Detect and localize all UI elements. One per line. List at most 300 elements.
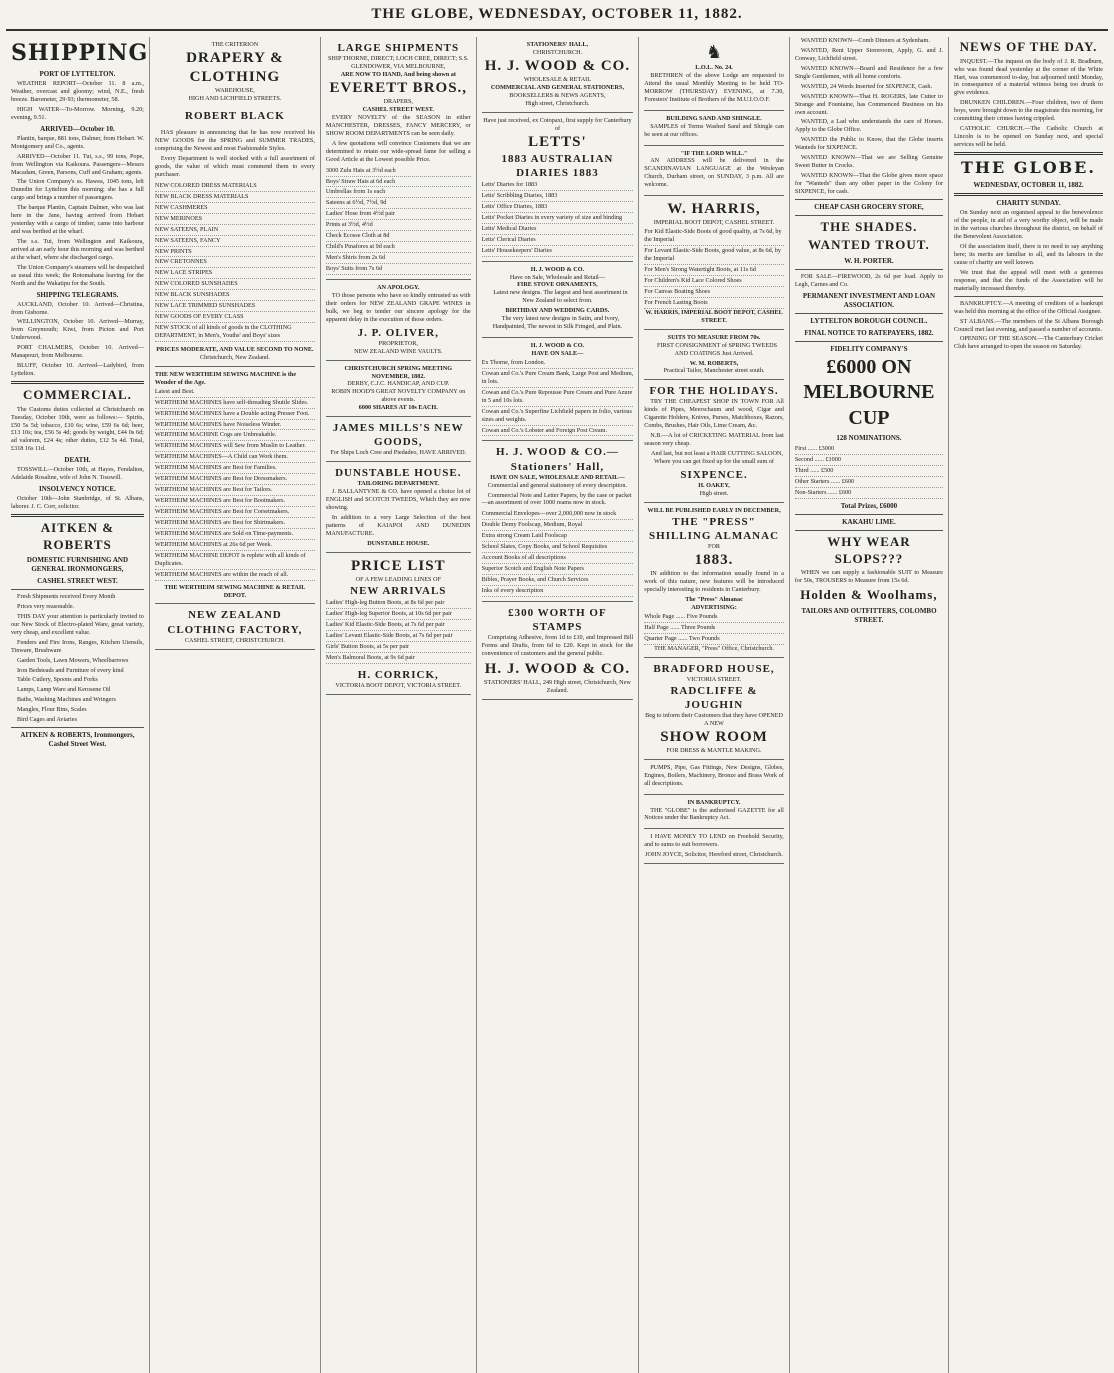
harris-item: For Canvas Boating Shoes <box>644 287 784 298</box>
wanted-notice: WANTED KNOWN—That the Globe gives more space for "Wanteds" than any other paper in the Colony for SIXPENCE, for cash. <box>794 172 943 195</box>
aitken-line: Bird Cages and Aviaries <box>17 716 77 724</box>
goods-item: NEW MERINOES <box>155 214 315 225</box>
news-item: BANKRUPTCY.—A meeting of creditors of a bankrupt was held this morning at the office of the Official Assignee. <box>954 299 1103 315</box>
everett-item: 3000 Zulu Hats at 3½d each <box>326 166 471 177</box>
goods-item: NEW COLORED SUNSHADES <box>155 279 315 290</box>
criterion-prices: PRICES MODERATE, AND VALUE SECOND TO NONE. <box>156 345 314 353</box>
lord-body: AN ADDRESS will be delivered in the SCANDINAVIAN LANGUAGE at the Wesleyan Church, Durham street, on SUNDAY, 3 p.m. All are welcome. <box>644 157 784 189</box>
goods-item: NEW BLACK SUNSHADES <box>155 290 315 301</box>
ballantyne-body2: In addition to a very Large Selection of the best patterns of KAIAPOI AND DUNEDIN MANUFACTURE. <box>325 514 471 538</box>
wertheim-line: WERTHEIM MACHINE DEPOT is replete with all kinds of Duplicates. <box>155 551 315 570</box>
bankruptcy-ad <box>644 795 784 830</box>
fidelity-prize: Third ...... £500 <box>795 466 943 477</box>
criterion-location: Christchurch, New Zealand. <box>200 353 270 361</box>
lord-ad <box>644 146 784 197</box>
holidays-ad <box>644 380 784 503</box>
news-item: INQUEST.—The inquest on the body of J. R. Bradburn, who was found dead yesterday at the corner of the White Hart, was commenced to-day, but adjourned until Monday, in consequence of a material witness being too drunk to give evidence. <box>954 57 1103 97</box>
harris-footer: W. HARRIS, IMPERIAL BOOT DEPOT, CASHEL STREET. <box>645 308 783 324</box>
everett-item: Men's Shirts from 2s 6d <box>326 253 471 264</box>
bradford-address: VICTORIA STREET. <box>686 675 742 683</box>
letts-intro: Have just received, ex Cotopaxi, first supply for Canterbury of <box>483 116 632 132</box>
arrived-line: ARE NOW TO HAND, And being shown at <box>340 70 456 78</box>
letts-ad <box>482 113 634 262</box>
aitken-sub: DOMESTIC FURNISHING AND GENERAL IRONMONGERS, <box>26 556 129 574</box>
wood-sub: WHOLESALE & RETAIL <box>523 76 592 84</box>
aitken-address: CASHEL STREET WEST. <box>37 577 118 586</box>
oliver-vaults: NEW ZEALAND WINE VAULTS. <box>354 347 443 355</box>
nz-clothing-line1: NEW ZEALAND CLOTHING FACTORY, <box>167 609 303 636</box>
telegram: BLUFF, October 10. Arrived—Ladybird, from Lyttelton. <box>11 362 144 378</box>
everett-item: Boys' Suits from 7s 6d <box>326 264 471 275</box>
press-ad <box>644 503 784 658</box>
wanted-notice: WANTED KNOWN—Comb Dinners at Sydenham. <box>800 37 930 44</box>
price-item: Ladies' High-leg Button Boots, at 8s 6d per pair <box>326 598 471 609</box>
harris-ad <box>644 196 784 330</box>
letts-item: Letts' Clerical Diaries <box>482 235 634 246</box>
wertheim-line: WERTHEIM MACHINES will Sew from Muslin to Leather. <box>155 441 315 452</box>
wertheim-line: WERTHEIM MACHINES at 26s 6d per Week. <box>155 540 315 551</box>
wanted-notice: WANTED, 24 Words Inserted for SIXPENCE, Cash. <box>800 82 933 90</box>
goods-item: NEW SATEENS, FANCY <box>155 236 315 247</box>
stationers-item: Account Books of all descriptions <box>482 553 634 564</box>
stationers-hall-ad <box>482 441 634 601</box>
goods-item: NEW CRETONNES <box>155 257 315 268</box>
kakahu-lime: KAKAHU LIME. <box>842 518 896 527</box>
weather-report: WEATHER REPORT—October 11. 8 a.m., Weather, overcast and gloomy; wind, N.E., fresh breeze. Barometer, 29·93; thermometer, 58. <box>11 80 144 103</box>
everett-address: CASHEL STREET WEST. <box>362 106 434 114</box>
death-heading: DEATH. <box>64 456 91 465</box>
shipping-para: The s.s. Tui, from Wellington and Kaikoura, arrived at an early hour this morning and was berthed at the wharf, where she discharged cargo. <box>11 238 144 261</box>
wanted-notice: WANTED KNOWN—That H. ROGERS, late Cutter to Strange and Fountaine, has Commenced Business on his own account. <box>794 92 943 116</box>
stationers-item: Superior Scotch and English Note Papers <box>482 564 634 575</box>
press-almanac: The "Press" Almanac <box>685 595 743 603</box>
news-item: OPENING OF THE SEASON.—The Canterbury Cricket Club have arranged to open the season on Saturday. <box>954 335 1103 351</box>
apology-body: TO those persons who have so kindly entrusted us with their orders for NEW ZEALAND GRAPE WINES in bulk, we beg to tender our sincere apology for the apparent delay in the execution of those orders. <box>325 291 471 323</box>
harris-sub: IMPERIAL BOOT DEPOT, CASHEL STREET. <box>653 219 775 227</box>
everett-item: Prints at 3½d, 4½d <box>326 220 471 231</box>
stamps-ad <box>482 602 634 700</box>
bankruptcy-body: THE "GLOBE" is the authorised GAZETTE for all Notices under the Bankruptcy Act. <box>644 806 784 822</box>
press-body: IN addition to the information usually found in a work of this nature, new features will be introduced specially interesting to residents in Canterbury. <box>644 570 784 594</box>
wertheim-heading: THE NEW WERTHEIM SEWING MACHINE is the Wonder of the Age. <box>154 370 297 386</box>
cricket-note: N.B.—A lot of CRICKETING MATERIAL from last season very cheap. <box>644 432 784 448</box>
wertheim-line: WERTHEIM MACHINES are Sold on Time-payments. <box>155 529 315 540</box>
wertheim-line: WERTHEIM MACHINES have Noiseless Winder. <box>155 420 315 431</box>
press-rate: Quarter Page ...... Two Pounds <box>644 634 784 645</box>
stationers-body: Commercial and general stationery of every description. <box>487 481 627 489</box>
port-heading: PORT OF LYTTELTON. <box>39 70 116 79</box>
shipping-para: ARRIVED—October 11. Tui, s.s., 99 tons, Pope, from Wellington via Kaikoura. Passengers—Messrs Macadam, Green, Parsons, Cuff and Graham; agents. <box>11 152 144 176</box>
shipping-heading: SHIPPING <box>11 40 149 66</box>
wanted-notice: WANTED, a Lad who understands the care of Horses. Apply to the Globe Office. <box>794 118 943 134</box>
price-item: Men's Balmoral Boots, at 9s 6d pair <box>326 653 471 664</box>
wanted-notice: WANTED KNOWN—Board and Residence for a few Single Gentlemen, with all home comforts. <box>794 64 943 80</box>
published-heading: WILL BE PUBLISHED EARLY IN DECEMBER, <box>647 506 781 514</box>
wertheim-line: WERTHEIM MACHINE Cogs are Unbreakable. <box>155 430 315 441</box>
corrick-name: H. CORRICK, <box>357 668 439 681</box>
harris-item: For Children's Kid Lace Colored Shoes <box>644 276 784 287</box>
column-shipping <box>6 37 150 1373</box>
wood-item: Cowan and Co.'s Pure Repousse Pure Cream and Pure Azure in 5 and 10s lots. <box>482 388 634 407</box>
press-for: FOR <box>708 543 721 551</box>
pumps-body: PUMPS, Pipe, Gas Fittings, New Designs, Globes, Engines, Boilers, Machinery, Bronze and Brass Work of all descriptions. <box>644 763 784 787</box>
wood-item: Cowan and Co.'s Pure Cream Bank, Large Post and Medium, in lots. <box>482 369 634 388</box>
everett-name: EVERETT BROS., <box>329 79 468 96</box>
telegrams-heading: SHIPPING TELEGRAMS. <box>36 290 119 299</box>
lend-ad <box>644 829 784 864</box>
letts-item: Letts' Office Diaries, 1883 <box>482 202 634 213</box>
lend-name: JOHN JOYCE, Solicitor, Hereford street, Christchurch. <box>645 851 783 859</box>
aitken-line: THIS DAY your attention is particularly invited to our New Stock of Electro-plated Ware, great variety, very cheap, and excellent value. <box>11 612 144 636</box>
news-item: DRUNKEN CHILDREN.—Four children, two of them boys, were brought down to the magistrate this morning, for committing their crimes having crippled. <box>954 99 1103 123</box>
stamps-body: Comprising Adhesive, from 1d to £10, and Impressed Bill Forms and Drafts, from 6d to £20. Kept in stock for the convenience of customers and the general public. <box>481 634 634 657</box>
ballantyne-body: J. BALLANTYNE & CO. have opened a choice lot of ENGLISH and SCOTCH TWEEDS, Which they are now showing. <box>325 488 471 512</box>
stationers-have: HAVE ON SALE, WHOLESALE AND RETAIL— <box>490 473 625 481</box>
building-ad <box>644 111 784 146</box>
wertheim-line: WERTHEIM MACHINES are Best for Tailors. <box>155 485 315 496</box>
haircut-note: And last, but not least a HAIR CUTTING SALOON, Where you can get fixed up for the small sum of <box>651 450 784 466</box>
everett-item: Boys' Straw Hats at 6d each <box>326 177 471 188</box>
criterion-line3: WAREHOUSE, <box>215 87 255 95</box>
holidays-body: TRY THE CHEAPEST SHOP IN TOWN FOR All kinds of Pipes, Meerschaum and wood, Cigar and Cigarette Holders, Knives, Purses, Matchboxes, Razors, Combs, Brushes, Hair Oils, Lime Cream, &c. <box>644 398 784 430</box>
harris-item: For Levant Elastic-Side Boots, good value, at 8s 6d, by the Imperial <box>644 246 784 265</box>
bradford-ad <box>644 658 784 760</box>
wertheim-footer: THE WERTHEIM SEWING MACHINE & RETAIL DEPOT. <box>164 583 306 599</box>
fidelity-amount: £6000 ON MELBOURNE CUP <box>803 355 935 429</box>
slops-body: WHEN we can supply a fashionable SUIT to Measure for 50s, TROUSERS to Measure from 15s 6d. <box>794 569 943 585</box>
birthday-heading: BIRTHDAY AND WEDDING CARDS. <box>505 307 610 315</box>
ornaments-intro: Have on Sale, Wholesale and Retail— <box>509 273 605 281</box>
dunstable-footer: DUNSTABLE HOUSE. <box>367 539 430 547</box>
wood-footer: H. J. WOOD & CO. <box>484 660 631 677</box>
price-item: Ladies' High-leg Superior Boots, at 10s 6d per pair <box>326 609 471 620</box>
suits-ad <box>644 330 784 381</box>
stamps-heading: £300 WORTH OF STAMPS <box>508 606 607 633</box>
letts-item: Letts' Scribbling Diaries, 1883 <box>482 191 634 202</box>
holidays-heading: FOR THE HOLIDAYS. <box>649 385 779 398</box>
column-criterion <box>150 37 321 1373</box>
firewood-notice: FOR SALE—FIREWOOD, 2s 6d per load. Apply to Legh, Carnes and Co. <box>794 273 943 288</box>
wertheim-line: WERTHEIM MACHINES are Best for Dressmakers. <box>155 474 315 485</box>
arrived-heading: ARRIVED—October 10. <box>40 124 115 133</box>
slops-heading: WHY WEAR SLOPS??? <box>827 534 911 566</box>
wood-name-3: H. J. WOOD & CO. <box>530 342 585 350</box>
stationers-body2: Commercial Note and Letter Papers, by the case or packet—an assortment of over 1000 reams now in stock. <box>481 491 632 507</box>
wood-have: HAVE ON SALE— <box>531 350 584 358</box>
radcliffe-name: RADCLIFFE & JOUGHIN <box>670 684 758 711</box>
criterion-line4: HIGH AND LICHFIELD STREETS. <box>188 95 282 103</box>
globe-date: WEDNESDAY, OCTOBER 11, 1882. <box>973 181 1084 190</box>
wood-address: High street, Christchurch. <box>525 99 590 107</box>
wertheim-line: Latest and Best. <box>155 387 315 398</box>
wood-name: H. J. WOOD & CO. <box>484 57 631 74</box>
goods-item: NEW LACE TRIMMED SUNSHADES <box>155 301 315 312</box>
wanted-notice: WANTED KNOWN—That we are Selling Genuine Sweet Butter in Crocks. <box>794 154 943 170</box>
showroom-sub: FOR DRESS & MANTLE MAKING. <box>666 746 762 754</box>
everett-item: Check Ecosse Cloth at 8d <box>326 231 471 242</box>
aitken-line: Lamps, Lamp Ware and Kerosene Oil <box>17 686 111 694</box>
death-notice: TOSSWILL—October 10th, at Hayes, Fendalton, Adelaide Rosaline, wife of John N. Tosswill. <box>11 466 144 482</box>
nz-clothing-line2: CASHEL STREET, CHRISTCHURCH. <box>184 636 285 644</box>
press-advertising: ADVERTISING: <box>691 603 737 611</box>
letts-heading: LETTS' <box>528 133 587 150</box>
oakey-name: H. OAKEY, <box>698 482 730 490</box>
criterion-ad <box>155 37 315 367</box>
dunstable-heading: DUNSTABLE HOUSE. <box>335 467 462 480</box>
wertheim-line: WERTHEIM MACHINES are Best for Families. <box>155 463 315 474</box>
wood-name-2: H. J. WOOD & CO. <box>530 265 585 273</box>
goods-item: NEW SATEENS, PLAIN <box>155 225 315 236</box>
wood-sale-ad <box>482 338 634 441</box>
suits-heading: SUITS TO MEASURE FROM 70s. <box>667 333 761 341</box>
everett-item: Ladies' Hose from 4½d pair <box>326 209 471 220</box>
aitken-line: Fenders and Fire Irons, Ranges, Kitchen Utensils, Tinware, Brushware <box>11 638 144 654</box>
bankruptcy-heading: IN BANKRUPTCY. <box>687 798 741 806</box>
mills-heading: JAMES MILLS'S NEW GOODS, <box>332 422 464 449</box>
press-manager: THE MANAGER, "Press" Office, Christchurch. <box>654 644 774 652</box>
everett-trade: DRAPERS, <box>383 98 413 106</box>
hood-company: ROBIN HOOD'S GREAT NOVELTY COMPANY on above events. <box>331 388 466 404</box>
globe-title: THE GLOBE. <box>961 157 1096 177</box>
birthday-body: The very latest new designs in Satin, and Ivory, Handpainted, The newest in Silk Fringed, and Plain. <box>492 315 623 331</box>
hood-sweeps: 6000 SHARES AT 10s EACH. <box>358 404 438 412</box>
mills-sub: For Ships Loch Cree and Piedadeo, HAVE ARRIVED. <box>330 449 467 457</box>
news-item: ST ALBANS.—The members of the St Albans Borough Council met last evening, and passed a number of accounts. <box>954 317 1103 333</box>
new-arrivals: NEW ARRIVALS <box>350 585 447 598</box>
roberts-body: Practical Tailor, Manchester street south. <box>663 367 765 375</box>
goods-item: NEW BLACK DRESS MATERIALS <box>155 192 315 203</box>
fidelity-prize: Non-Starters ...... £600 <box>795 488 943 499</box>
everett-item: Umbrellas from 1s each <box>326 187 471 198</box>
column-wanteds <box>790 37 949 1373</box>
lord-heading: "IF THE LORD WILL." <box>680 149 748 157</box>
wood-ad <box>482 37 634 113</box>
wertheim-line: WERTHEIM MACHINES are Best for Shirtmakers. <box>155 518 315 529</box>
press-rate: Whole Page ...... Five Pounds <box>644 612 784 623</box>
goods-item: NEW GOODS OF EVERY CLASS <box>155 312 315 323</box>
large-shipments: LARGE SHIPMENTS <box>337 42 460 54</box>
shades-heading: THE SHADES. <box>820 218 918 234</box>
everett-item: Child's Pinafores at 9d each <box>326 242 471 253</box>
wertheim-ad <box>155 367 315 605</box>
derby-ad <box>326 361 471 418</box>
insolvency-notice: October 10th—John Stanbridge, of St. Albans, laborer. J. C. Corr, solicitor. <box>11 495 144 510</box>
harris-item: For Kid Elastic-Side Boots of good quality, at 7s 6d, by the Imperial <box>644 227 784 246</box>
apology-ad <box>326 280 471 361</box>
wertheim-line: WERTHEIM MACHINES—A Child can Work them. <box>155 452 315 463</box>
charity-para: We trust that the appeal will meet with a generous response, and that the funds of the Association will be materially increased thereby. <box>954 268 1103 292</box>
press-almanac-title: THE "PRESS" SHILLING ALMANAC <box>649 515 780 542</box>
dunstable-ad <box>326 462 471 553</box>
lodge-ad <box>644 37 784 111</box>
wanted-trout: WANTED TROUT. <box>808 237 930 253</box>
goods-item: NEW COLORED DRESS MATERIALS <box>155 181 315 192</box>
wood-item: Cowan and Co.'s Superfine Lichfield papers in folio, various sizes and weights. <box>482 407 634 426</box>
aitken-line: Baths, Washing Machines and Wringers <box>17 696 116 704</box>
aitken-line: Garden Tools, Lawn Mowers, Wheelbarrows <box>17 656 129 664</box>
aitken-heading: AITKEN & ROBERTS <box>40 519 115 552</box>
shipping-para: Plantin, barque, 881 tons, Dalmer, from Hobart. W. Montgomery and Co., agents. <box>11 134 144 150</box>
stationers-item: Inks of every description <box>482 586 634 597</box>
insolvency-heading: INSOLVENCY NOTICE. <box>39 485 116 494</box>
lend-body: I HAVE MONEY TO LEND on Freehold Security, and to sums to suit borrowers. <box>644 833 784 849</box>
wood-footer2: STATIONERS' HALL, 249 High street, Christchurch, New Zealand. <box>483 679 631 694</box>
radcliffe-body: Beg to inform their Customers that they have OPENED A NEW <box>645 711 783 727</box>
lodge-heading: L.O.L. No. 24. <box>695 64 733 72</box>
commercial-heading: COMMERCIAL. <box>23 387 132 403</box>
oakey-address: High street. <box>699 490 729 497</box>
fidelity-heading: FIDELITY COMPANY'S <box>830 344 908 353</box>
criterion-owner: ROBERT BLACK <box>185 110 285 123</box>
price-item: Ladies' Kid Elastic-Side Boots, at 7s 6d per pair <box>326 620 471 631</box>
aitken-line: Prices very reasonable. <box>17 602 75 610</box>
goods-item: NEW STOCK of all kinds of goods in the CLOTHING DEPARTMENT, in Men's, Youths' and Boys' sizes <box>155 323 315 342</box>
press-rate: Half Page ...... Three Pounds <box>644 623 784 634</box>
oliver-name: J. P. OLIVER, <box>357 326 439 339</box>
wertheim-line: WERTHEIM MACHINES have a Double acting Presser Foot. <box>155 409 315 420</box>
criterion-body2: Every Department is well stocked with a full assortment of goods, the value of which must commend them to every purchaser. <box>154 155 315 178</box>
criterion-body: HAS pleasure in announcing that he has now received his NEW GOODS for the SPRING and SUMMER TRADES, comprising the Newest and most Fashionable Styles. <box>154 129 315 153</box>
price-item: Ladies' Levant Elastic-Side Boots, at 7s 6d per pair <box>326 631 471 642</box>
shipping-para: The barque Plantin, Captain Dalmer, who was last here in the Jane, having arrived from Hobart yesterday with a cargo of timber, came into harbour and was berthed at the wharf. <box>11 204 144 236</box>
stationers-item: Commercial Envelopes—over 2,000,000 now in stock <box>482 509 634 520</box>
charity-para: Of the association itself, there is no need to say anything here; its merits are familiar to all, and its labours in the cause of charity are well known. <box>954 243 1103 266</box>
oliver-role: PROPRIETOR, <box>378 339 418 347</box>
aitken-line: Table Cutlery, Spoons and Forks <box>17 676 98 684</box>
wanted-notice: WANTED the Public to Know, that the Globe inserts Wanteds for SIXPENCE. <box>794 136 943 152</box>
price-item: Girls' Button Boots, at 5s per pair <box>326 642 471 653</box>
stationers-item: Extra strong Cream Laid Foolscap <box>482 531 634 542</box>
letts-item: Letts' Housekeepers' Diaries <box>482 246 634 257</box>
aitken-line: Mangles, Flour Bins, Scales <box>17 706 87 714</box>
telegram: WELLINGTON, October 10. Arrived—Murray, from Greymouth; Kiwi, from Picton and Port Underwood. <box>11 318 144 342</box>
letts-item: Letts' Diaries for 1883 <box>482 180 634 191</box>
criterion-line1: THE CRITERION <box>211 41 259 48</box>
wanted-notice: WANTED, Rent Upper Storeroom, Apply, G. and J. Conway, Lichfield street. <box>794 46 943 62</box>
lodge-body: BRETHREN of the above Lodge are requested to Attend the usual Monthly Meeting to be held TO-MORROW (THURSDAY) EVENING, at 7.30, Foresters' Institute of Brothers of the M.U.I.O.O.F. <box>644 71 784 103</box>
aitken-line: Iron Bedsteads and Furniture of every kind <box>17 666 124 674</box>
shipping-para: The Union Company's steamers will be despatched as usual this week; the Rotomahana leaving for the North and the Wakatipu for the South. <box>11 263 144 287</box>
roberts-name: W. M. ROBERTS, <box>689 359 739 367</box>
goods-item: NEW LACE STRIPES <box>155 268 315 279</box>
holden-sub: TAILORS AND OUTFITTERS, COLOMBO STREET. <box>801 606 937 624</box>
telegram: AUCKLAND, October 10. Arrived—Christina, from Gisborne. <box>11 300 144 316</box>
stationers-item: Double Demy Foolscap, Medium, Royal <box>482 520 634 531</box>
column-wood <box>477 37 640 1373</box>
everett-item: Sateens at 6½d, 7½d, 9d <box>326 198 471 209</box>
wood-item: Cowan and Co.'s Lobster and Foreign Post Cream. <box>482 426 634 437</box>
news-item: CATHOLIC CHURCH.—The Catholic Church at Lincoln is to be opened on Sunday next, and special services will be held. <box>954 125 1103 148</box>
stationers-line1: STATIONERS' HALL, <box>526 41 589 48</box>
horseman-cut-icon: ♞ <box>705 42 723 62</box>
porter-name: W. H. PORTER. <box>844 257 894 266</box>
fire-stove-body: Latest new designs. The largest and best assortment in New Zealand to select from. <box>493 289 628 305</box>
telegram: PORT CHALMERS, October 10. Arrived—Manapouri, from Melbourne. <box>11 344 144 360</box>
letts-item: Letts' Pocket Diaries in every variety of size and binding <box>482 213 634 224</box>
stationers-item: Bibles, Prayer Books, and Church Services <box>482 575 634 586</box>
lyttelton-sub: FINAL NOTICE TO RATEPAYERS, 1882. <box>804 328 934 337</box>
charity-para: On Sunday next an organised appeal to the benevolence of the people, in aid of a very worthy object, will be made in the various churches throughout the district, on behalf of the Benevolent Association. <box>954 209 1103 241</box>
masthead: THE GLOBE, WEDNESDAY, OCTOBER 11, 1882. <box>6 6 1108 31</box>
apology-heading: AN APOLOGY. <box>377 283 420 291</box>
goods-item: NEW CASHMERES <box>155 203 315 214</box>
nominations: 128 NOMINATIONS. <box>836 434 902 443</box>
wertheim-line: WERTHEIM MACHINES are within the reach of all. <box>155 570 315 581</box>
fidelity-prize: Second ...... £1000 <box>795 455 943 466</box>
ornaments-ad <box>482 262 634 339</box>
permanent-heading: PERMANENT INVESTMENT AND LOAN ASSOCIATION. <box>802 291 936 309</box>
derby-sub: DERBY, C.J.C. HANDICAP, AND CUP. <box>347 380 450 388</box>
price-list-heading: PRICE LIST <box>350 557 446 574</box>
holden-name: Holden & Woolhams, <box>800 587 938 603</box>
everett-body: EVERY NOVELTY of the SEASON in either MANCHESTER, DRESSES, FANCY MERCERY, or SHOW ROOM DEPARTMENTS can be seen daily. <box>325 113 471 137</box>
letts-year: 1883 AUSTRALIAN DIARIES 1883 <box>501 152 614 179</box>
wertheim-line: WERTHEIM MACHINES are Best for Corsetmakers. <box>155 507 315 518</box>
fire-stove-heading: FIRE STOVE ORNAMENTS, <box>517 281 598 289</box>
wertheim-line: WERTHEIM MACHINES are Best for Bootmakers. <box>155 496 315 507</box>
cheap-cash: CHEAP CASH GROCERY STORE, <box>814 202 924 211</box>
stationers-hall-heading: H. J. WOOD & CO.— Stationers' Hall, <box>496 446 619 473</box>
building-body: SAMPLES of Terms Washed Sand and Shingle can be seen at our offices. <box>644 122 784 138</box>
wood-sub2: COMMERCIAL AND GENERAL STATIONERS, <box>490 84 624 91</box>
everett-body2: A few quotations will convince Customers that we are determined to retain our wide-spread fame for selling a Good Article at the Lowest possible Price. <box>325 139 471 163</box>
aitken-footer: AITKEN & ROBERTS, Ironmongers, Cashel Street West. <box>20 731 135 749</box>
ships-list: SHIP THORNE, DIRECT; LOCH CREE, DIRECT; S.S. GLENDOWER, VIA MELBOURNE, <box>327 55 469 71</box>
column-everett <box>321 37 477 1373</box>
press-year: 1883. <box>694 551 734 568</box>
price-list-ad <box>326 553 471 695</box>
news-heading: NEWS OF THE DAY. <box>959 39 1098 54</box>
columns <box>6 37 1108 1373</box>
fidelity-total: Total Prizes, £6000 <box>840 502 898 511</box>
tailoring-heading: TAILORING DEPARTMENT. <box>357 480 440 488</box>
fidelity-prize: First ...... £3000 <box>795 444 943 455</box>
nz-clothing-ad <box>155 604 315 649</box>
wertheim-line: WERTHEIM MACHINES have self-threading Shuttle Slides. <box>155 398 315 409</box>
wood-sub3: BOOKSELLERS & NEWS AGENTS, <box>509 91 606 99</box>
commercial-text: The Customs duties collected at Christchurch on Tuesday, October 10th, were as follows:— Spirits, £50 5s 5d; tobacco, £10 6s; wine, £59 6s 6d; beer, £13 10s; tea, £56 5s 4d; goods by weight, £44 0s 6d; ad valorem, £24 4s; other duties, £12 5s 4d. Total, £318 16s 11d. <box>11 405 144 453</box>
corrick-address: VICTORIA BOOT DEPOT, VICTORIA STREET. <box>335 681 462 689</box>
shipping-para: The Union Company's ss. Hawea, 1045 tons, left Dunedin for Lyttelton this morning; she has a full cargo and brings a number of passengers. <box>11 178 144 202</box>
harris-item: For French Lasting Boots <box>644 298 784 309</box>
charity-heading: CHARITY SUNDAY. <box>996 199 1061 208</box>
criterion-line2: DRAPERY & CLOTHING <box>186 49 284 86</box>
stationers-line2: CHRISTCHURCH. <box>532 48 583 56</box>
suits-body: FIRST CONSIGNMENT of SPRING TWEEDS AND COATINGS Just Arrived. <box>657 341 778 357</box>
pumps-ad <box>644 760 784 795</box>
harris-item: For Men's Strong Watertight Boots, at 11s 6d <box>644 265 784 276</box>
lyttelton-heading: LYTTELTON BOROUGH COUNCIL. <box>810 316 928 325</box>
high-water: HIGH WATER—To-Morrow. Morning, 9.20; evening, 9.51. <box>11 105 144 121</box>
column-notices <box>639 37 790 1373</box>
building-heading: BUILDING SAND AND SHINGLE. <box>666 114 762 122</box>
derby-heading: CHRISTCHURCH SPRING MEETING NOVEMBER, 1882. <box>344 364 453 380</box>
showroom-heading: SHOW ROOM <box>660 728 768 745</box>
everett-ad <box>326 37 471 280</box>
stationers-item: School Slates, Copy Books, and School Requisites <box>482 542 634 553</box>
goods-item: NEW PRINTS <box>155 247 315 258</box>
harris-name: W. HARRIS, <box>667 201 761 218</box>
fidelity-prize: Other Starters ...... £600 <box>795 477 943 488</box>
bradford-heading: BRADFORD HOUSE, <box>653 662 775 675</box>
column-news <box>949 37 1108 1373</box>
wood-item: Ex Thorne, from London. <box>482 358 634 369</box>
price-list-sub: OF A FEW LEADING LINES OF <box>355 576 441 584</box>
letts-item: Letts' Medical Diaries <box>482 224 634 235</box>
mills-ad <box>326 417 471 462</box>
sixpence: SIXPENCE. <box>680 468 748 481</box>
aitken-line: Fresh Shipments received Every Month <box>17 593 116 601</box>
